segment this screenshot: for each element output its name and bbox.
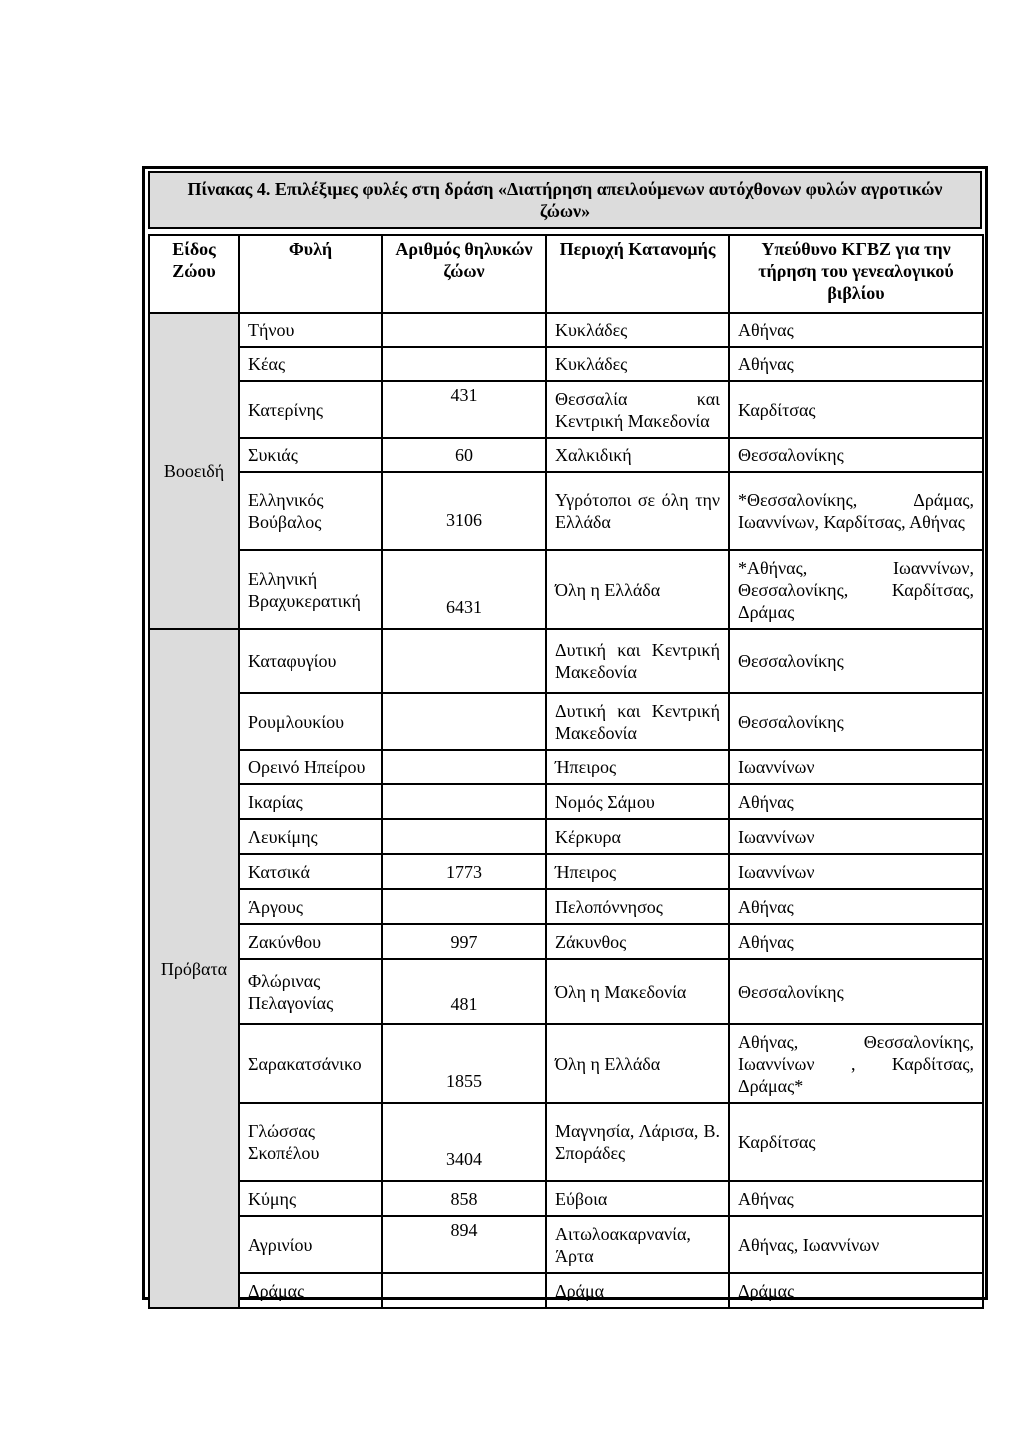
females-cell: 431: [382, 381, 546, 438]
center-cell: Αθήνας: [729, 889, 983, 924]
region-cell: Ζάκυνθος: [546, 924, 729, 959]
center-cell: Δράμας: [729, 1273, 983, 1308]
females-cell: 3106: [382, 472, 546, 550]
center-cell: Αθήνας: [729, 924, 983, 959]
header-species: Είδος Ζώου: [149, 235, 239, 313]
breed-cell: Κέας: [239, 347, 382, 381]
center-cell: Θεσσαλονίκης: [729, 629, 983, 693]
breed-cell: Συκιάς: [239, 438, 382, 472]
center-cell: Αθήνας: [729, 313, 983, 347]
breed-cell: Αγρινίου: [239, 1216, 382, 1273]
females-cell: [382, 750, 546, 784]
region-cell: Μαγνησία, Λάρισα, Β. Σποράδες: [546, 1103, 729, 1181]
table-row: [149, 784, 983, 819]
caption-line-1: Πίνακας 4. Επιλέξιμες φυλές στη δράση «Διατήρηση απειλούμενων αυτόχθονων φυλών αγροτικών: [187, 179, 943, 199]
table-row: [149, 1024, 983, 1103]
breed-cell: Τήνου: [239, 313, 382, 347]
females-cell: 6431: [382, 550, 546, 629]
breed-cell: Ελληνικός Βούβαλος: [239, 472, 382, 550]
region-cell: Δυτική και Κεντρική Μακεδονία: [546, 629, 729, 693]
center-cell: Ιωαννίνων: [729, 819, 983, 854]
females-cell: [382, 347, 546, 381]
table-row: [149, 959, 983, 1024]
table-row: [149, 1103, 983, 1181]
table-row: [149, 1216, 983, 1273]
region-cell: Κέρκυρα: [546, 819, 729, 854]
females-cell: [382, 1273, 546, 1308]
caption-line-2: ζώων»: [539, 201, 591, 221]
species-group-sheep: Πρόβατα: [149, 629, 239, 1308]
table-row: [149, 750, 983, 784]
table-row: [149, 438, 983, 472]
breed-cell: Καταφυγίου: [239, 629, 382, 693]
header-breed: Φυλή: [239, 235, 382, 313]
region-cell: Ήπειρος: [546, 750, 729, 784]
center-cell: *Θεσσαλονίκης, Δράμας, Ιωαννίνων, Καρδίτσας, Αθήνας: [729, 472, 983, 550]
breed-cell: Άργους: [239, 889, 382, 924]
females-cell: 858: [382, 1181, 546, 1216]
region-cell: Κυκλάδες: [546, 347, 729, 381]
center-cell: Θεσσαλονίκης: [729, 693, 983, 750]
breed-cell: Σαρακατσάνικο: [239, 1024, 382, 1103]
breed-cell: Ζακύνθου: [239, 924, 382, 959]
center-cell: Αθήνας: [729, 784, 983, 819]
region-cell: Ήπειρος: [546, 854, 729, 889]
table-caption: [148, 171, 982, 229]
breed-cell: Κατερίνης: [239, 381, 382, 438]
females-cell: [382, 784, 546, 819]
region-cell: Όλη η Ελλάδα: [546, 1024, 729, 1103]
table-row: [149, 819, 983, 854]
females-cell: [382, 819, 546, 854]
center-cell: Ιωαννίνων: [729, 854, 983, 889]
females-cell: 481: [382, 959, 546, 1024]
table-row: [149, 381, 983, 438]
females-cell: [382, 693, 546, 750]
center-cell: Καρδίτσας: [729, 381, 983, 438]
header-center: Υπεύθυνο ΚΓΒΖ για την τήρηση του γενεαλογικού βιβλίου: [729, 235, 983, 313]
region-cell: Υγρότοποι σε όλη την Ελλάδα: [546, 472, 729, 550]
table-row: [149, 854, 983, 889]
table-row: [149, 629, 983, 693]
table-row: [149, 472, 983, 550]
species-group-cattle: Βοοειδή: [149, 313, 239, 629]
region-cell: Νομός Σάμου: [546, 784, 729, 819]
region-cell: Χαλκιδική: [546, 438, 729, 472]
breed-cell: Δράμας: [239, 1273, 382, 1308]
table-row: [149, 550, 983, 629]
breed-cell: Φλώρινας Πελαγονίας: [239, 959, 382, 1024]
table-row: [149, 1181, 983, 1216]
center-cell: Αθήνας, Θεσσαλονίκης, Ιωαννίνων , Καρδίτσας, Δράμας*: [729, 1024, 983, 1103]
females-cell: 894: [382, 1216, 546, 1273]
center-cell: Θεσσαλονίκης: [729, 438, 983, 472]
table-row: [149, 889, 983, 924]
breed-cell: Ελληνική Βραχυκερατική: [239, 550, 382, 629]
region-cell: Δράμα: [546, 1273, 729, 1308]
table-row: [149, 924, 983, 959]
females-cell: 1855: [382, 1024, 546, 1103]
center-cell: Αθήνας: [729, 347, 983, 381]
females-cell: 3404: [382, 1103, 546, 1181]
center-cell: *Αθήνας, Ιωαννίνων, Θεσσαλονίκης, Καρδίτσας, Δράμας: [729, 550, 983, 629]
region-cell: Κυκλάδες: [546, 313, 729, 347]
region-cell: Θεσσαλία και Κεντρική Μακεδονία: [546, 381, 729, 438]
females-cell: 1773: [382, 854, 546, 889]
region-cell: Πελοπόννησος: [546, 889, 729, 924]
center-cell: Αθήνας: [729, 1181, 983, 1216]
region-cell: Δυτική και Κεντρική Μακεδονία: [546, 693, 729, 750]
breed-cell: Κατσικά: [239, 854, 382, 889]
females-cell: [382, 313, 546, 347]
region-cell: Εύβοια: [546, 1181, 729, 1216]
breeds-table: [148, 234, 984, 1309]
females-cell: [382, 889, 546, 924]
region-cell: Αιτωλοακαρνανία, Άρτα: [546, 1216, 729, 1273]
region-cell: Όλη η Μακεδονία: [546, 959, 729, 1024]
header-row: [149, 235, 983, 313]
table-row: [149, 693, 983, 750]
females-cell: 997: [382, 924, 546, 959]
table-row: [149, 1273, 983, 1308]
females-cell: [382, 629, 546, 693]
breed-cell: Ρουμλουκίου: [239, 693, 382, 750]
breed-cell: Ικαρίας: [239, 784, 382, 819]
center-cell: Καρδίτσας: [729, 1103, 983, 1181]
breed-cell: Λευκίμης: [239, 819, 382, 854]
center-cell: Θεσσαλονίκης: [729, 959, 983, 1024]
region-cell: Όλη η Ελλάδα: [546, 550, 729, 629]
header-region: Περιοχή Κατανομής: [546, 235, 729, 313]
breed-cell: Κύμης: [239, 1181, 382, 1216]
breed-cell: Γλώσσας Σκοπέλου: [239, 1103, 382, 1181]
females-cell: 60: [382, 438, 546, 472]
center-cell: Ιωαννίνων: [729, 750, 983, 784]
center-cell: Αθήνας, Ιωαννίνων: [729, 1216, 983, 1273]
header-females: Αριθμός θηλυκών ζώων: [382, 235, 546, 313]
table-row: [149, 313, 983, 347]
breed-cell: Ορεινό Ηπείρου: [239, 750, 382, 784]
table-row: [149, 347, 983, 381]
